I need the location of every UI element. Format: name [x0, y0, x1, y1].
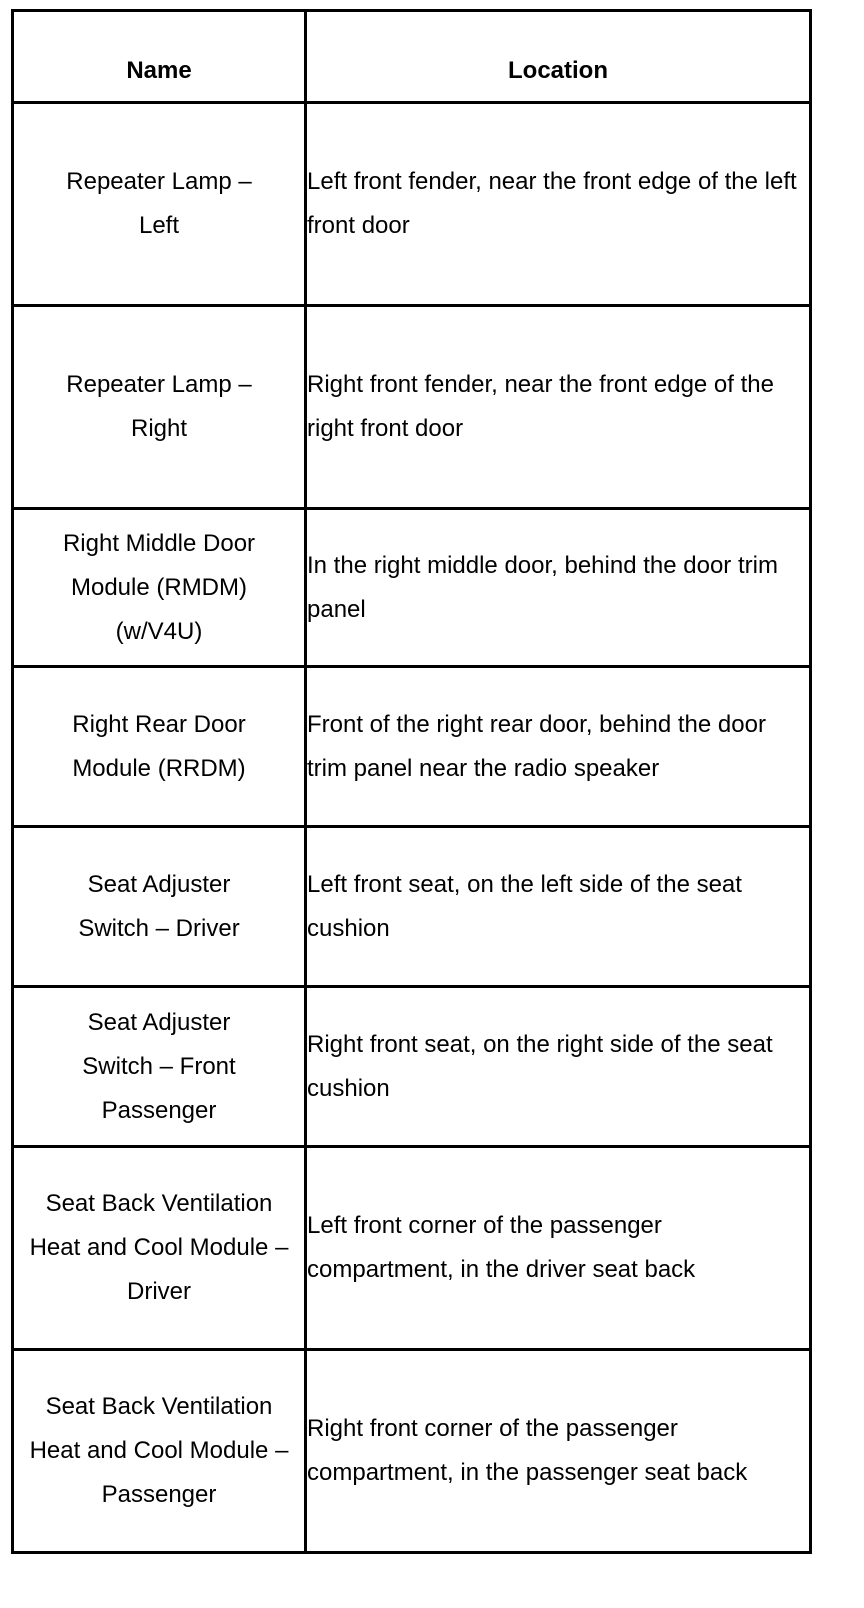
component-location: In the right middle door, behind the door trim panel	[307, 551, 778, 623]
name-cell	[13, 1350, 306, 1553]
table-row	[13, 827, 811, 987]
component-name: Right Rear Door Module (RRDM)	[72, 710, 246, 782]
location-cell	[306, 1147, 811, 1350]
component-name: Seat Back Ventilation Heat and Cool Module – Driver	[29, 1190, 289, 1305]
name-cell	[13, 1147, 306, 1350]
component-name: Seat Adjuster Switch – Driver	[78, 870, 240, 942]
table-row	[13, 306, 811, 509]
location-cell	[306, 1350, 811, 1553]
component-location: Left front seat, on the left side of the seat cushion	[307, 870, 742, 942]
component-name: Seat Adjuster Switch – Front Passenger	[82, 1008, 236, 1124]
location-cell	[306, 987, 811, 1147]
component-location: Right front corner of the passenger compartment, in the passenger seat back	[307, 1415, 748, 1486]
table-row	[13, 987, 811, 1147]
component-location: Right front fender, near the front edge of the right front door	[307, 371, 774, 442]
location-cell	[306, 667, 811, 827]
name-cell	[13, 667, 306, 827]
location-cell	[306, 509, 811, 667]
table-row	[13, 1147, 811, 1350]
component-name: Right Middle Door Module (RMDM) (w/V4U)	[62, 529, 256, 645]
component-location: Front of the right rear door, behind the door trim panel near the radio speaker	[307, 710, 766, 782]
name-cell	[13, 306, 306, 509]
component-location: Left front fender, near the front edge of the left front door	[307, 168, 797, 239]
table-header-row	[13, 11, 811, 103]
location-cell	[306, 103, 811, 306]
table-row	[13, 103, 811, 306]
component-location-table	[11, 9, 812, 1554]
name-cell	[13, 509, 306, 667]
component-name: Repeater Lamp – Left	[66, 168, 252, 239]
name-cell	[13, 827, 306, 987]
component-location: Left front corner of the passenger compartment, in the driver seat back	[307, 1212, 696, 1283]
name-cell	[13, 103, 306, 306]
table-row	[13, 667, 811, 827]
component-name: Repeater Lamp – Right	[66, 371, 252, 442]
location-column-header: Location	[306, 11, 811, 103]
table-row	[13, 509, 811, 667]
component-name: Seat Back Ventilation Heat and Cool Module – Passenger	[29, 1393, 289, 1508]
component-location: Right front seat, on the right side of the seat cushion	[307, 1030, 773, 1102]
location-cell	[306, 306, 811, 509]
name-column-header: Name	[13, 11, 306, 103]
name-cell	[13, 987, 306, 1147]
table-row	[13, 1350, 811, 1553]
location-cell	[306, 827, 811, 987]
